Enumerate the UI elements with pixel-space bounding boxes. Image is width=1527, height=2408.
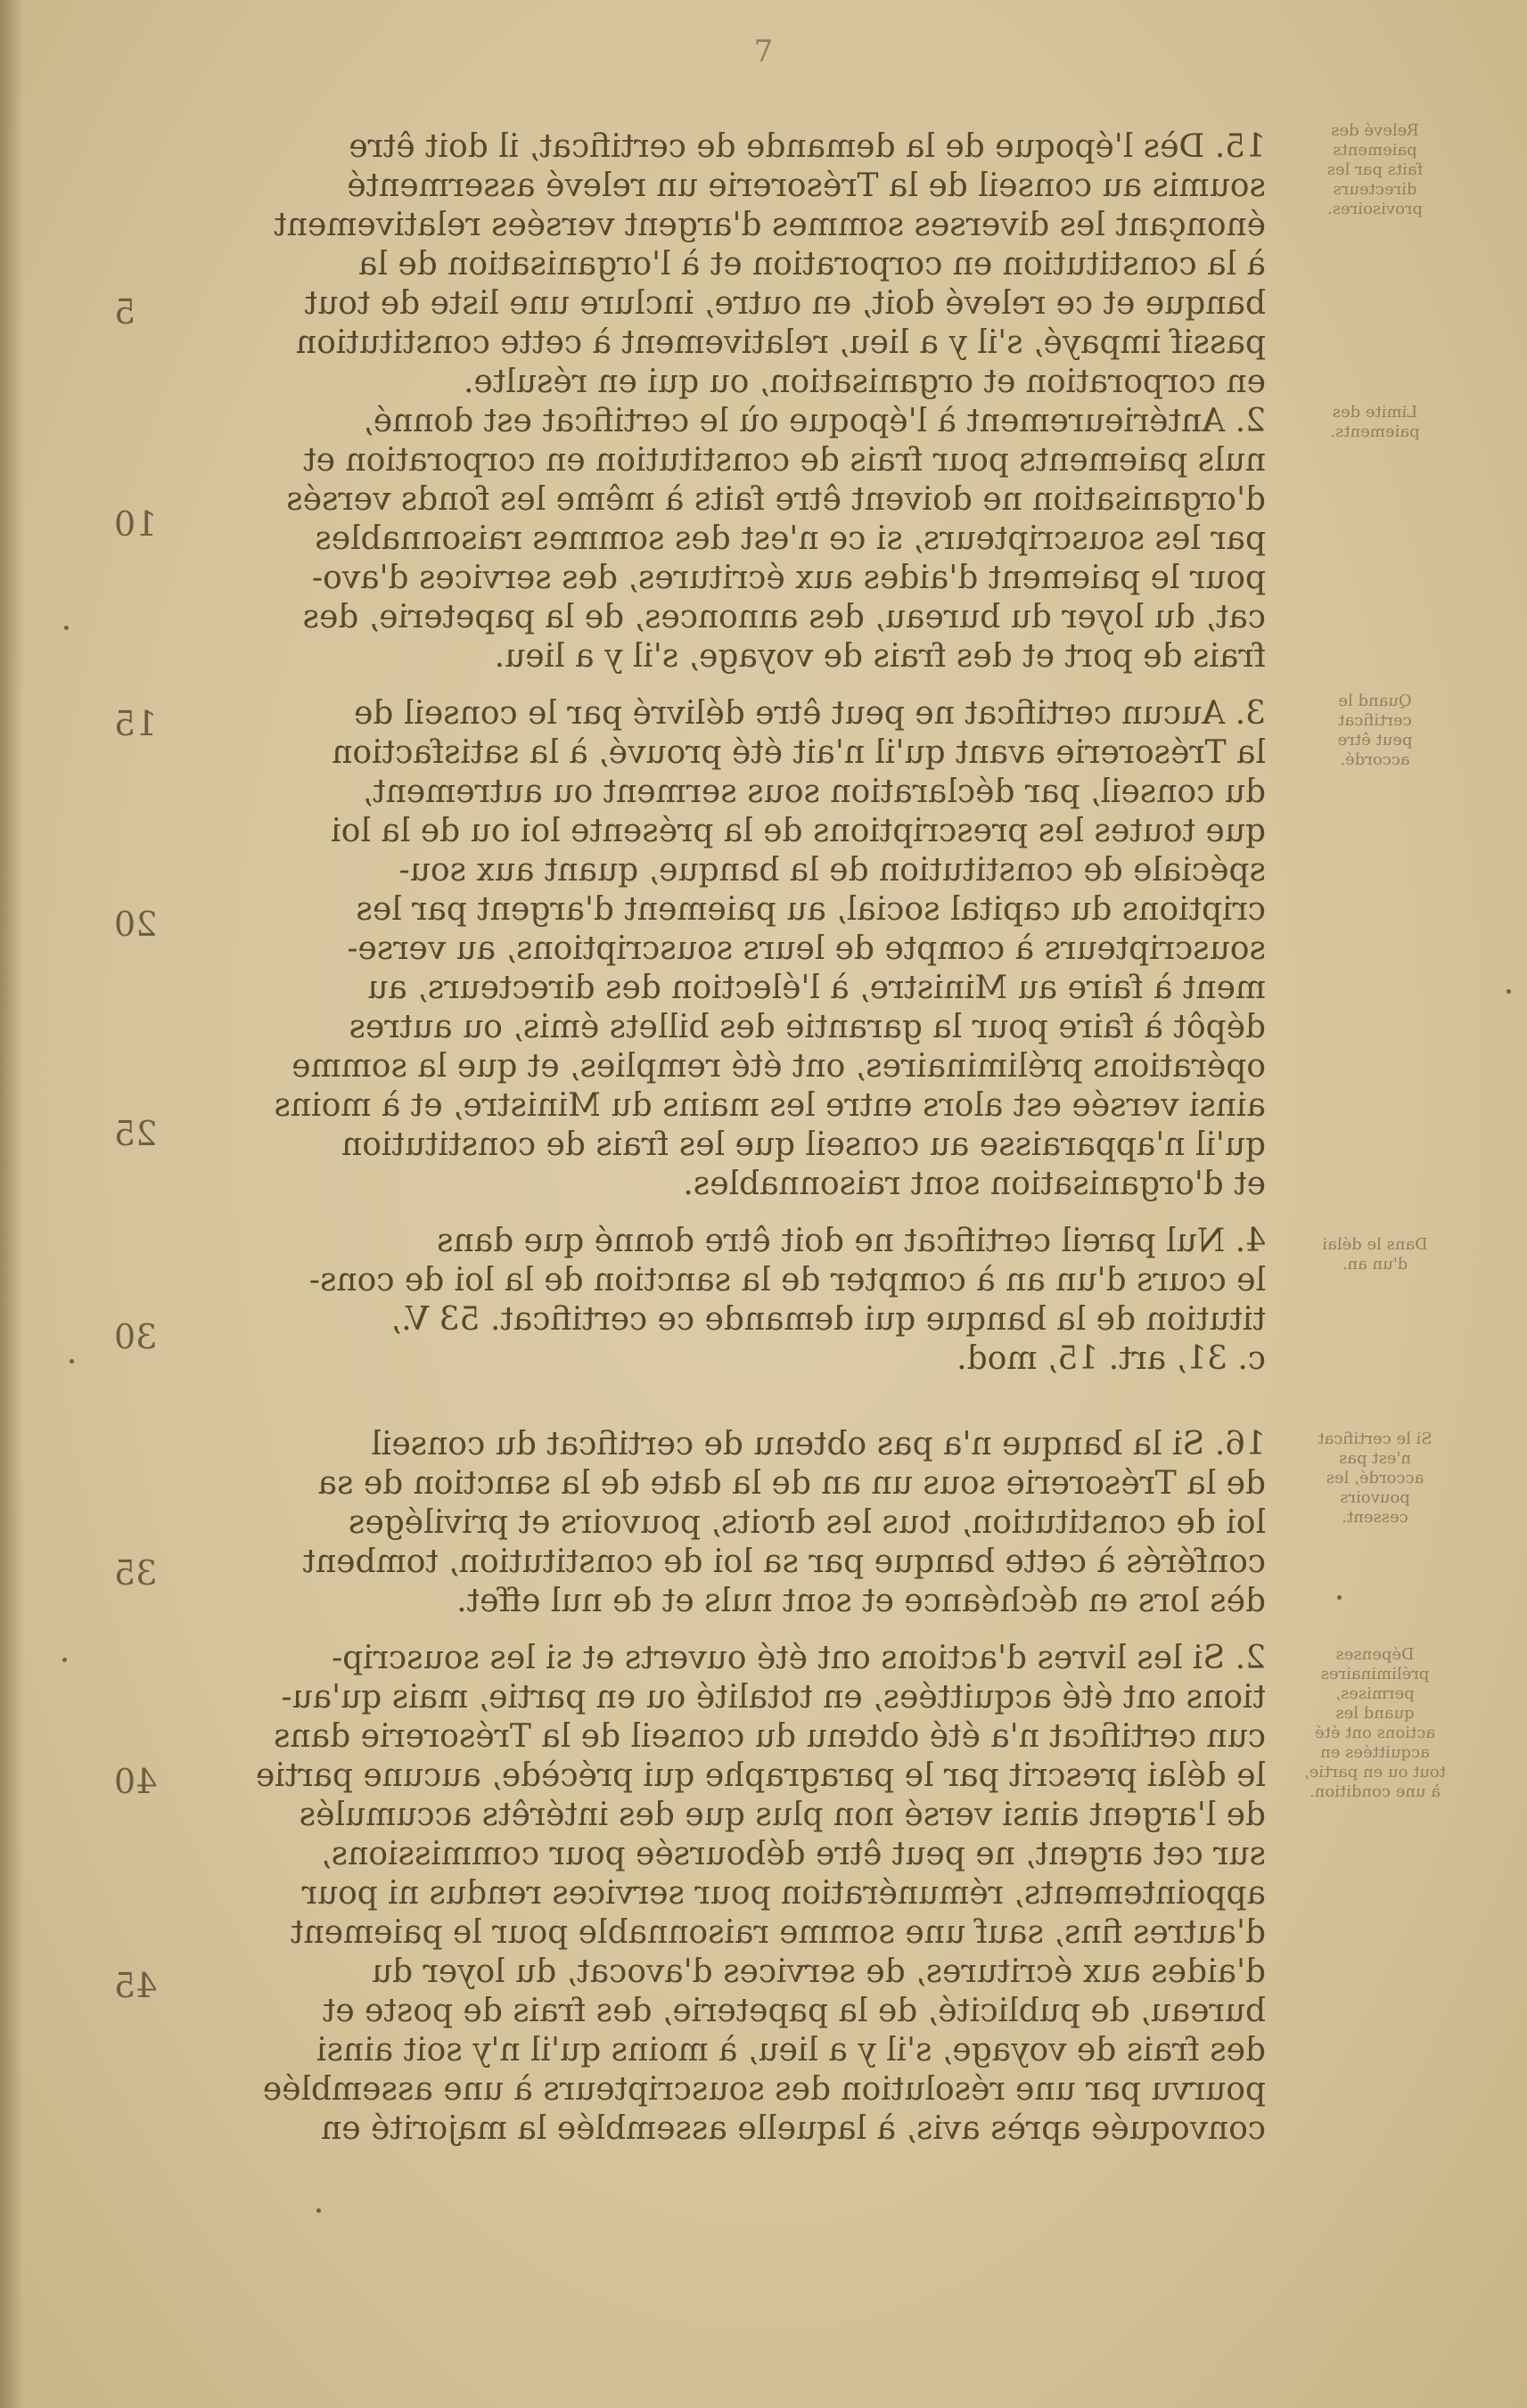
- text-line: frais de port et des frais de voyage, s'il y a lieu.: [494, 638, 1266, 675]
- line-number: 25: [114, 1114, 158, 1153]
- text-line: d'aides aux écritures, de services d'avocat, du loyer du: [371, 1953, 1266, 1990]
- text-line: qu'il n'apparaisse au conseil que les frais de constitution: [341, 1126, 1266, 1163]
- text-line: titution de la banque qui demande ce certificat. 53 V.,: [390, 1301, 1266, 1338]
- text-line: 2. Antérieurement à l'époque où le certificat est donné,: [363, 403, 1266, 439]
- text-line: opérations préliminaires, ont été remplies, et que la somme: [291, 1048, 1266, 1085]
- text-line: convoquée après avis, à laquelle assemblée la majorité en: [321, 2110, 1266, 2147]
- text-line: ainsi versée est alors entre les mains du Ministre, et à moins: [274, 1087, 1266, 1124]
- line-number: 45: [114, 1966, 158, 2005]
- margin-note: Dans le délai d'un an.: [1322, 1235, 1428, 1274]
- ink-speck: [1506, 989, 1511, 994]
- line-number: 40: [114, 1762, 158, 1801]
- text-line: pourvu par une résolution des souscripteurs à une assemblée: [262, 2071, 1266, 2108]
- text-line: à la constitution en corporation et à l'organisation de la: [357, 246, 1266, 283]
- text-line: d'organisation ne doivent être faits à même les fonds versés: [286, 481, 1266, 518]
- text-line: du conseil, par déclaration sous serment ou autrement,: [362, 774, 1266, 810]
- text-line: criptions du capital social, au paiement d'argent par les: [356, 891, 1266, 928]
- text-line: pour le paiement d'aides aux écritures, des services d'avo-: [311, 560, 1266, 596]
- text-line: cun certificat n'a été obtenu du conseil de la Trésorerie dans: [274, 1718, 1266, 1755]
- margin-note: Limite des paiements.: [1330, 403, 1420, 441]
- text-line: spéciale de constitution de la banque, quant aux sou-: [398, 852, 1266, 889]
- text-line: des frais de voyage, s'il y a lieu, à moins qu'il n'y soit ainsi: [316, 2032, 1266, 2068]
- text-line: sur cet argent, ne peut être déboursée pour commissions,: [321, 1836, 1266, 1872]
- text-line: le cours d'un an à compter de la sanction de la loi de cons-: [308, 1262, 1266, 1298]
- text-line: de l'argent ainsi versé non plus que des intérêts accumulés: [299, 1797, 1266, 1833]
- text-line: cat, du loyer du bureau, des annonces, de la papeterie, des: [302, 599, 1266, 635]
- text-line: en corporation et organisation, ou qui en résulte.: [464, 364, 1266, 400]
- text-line: la Trésorerie avant qu'il n'ait été prouvé, à la satisfaction: [332, 734, 1266, 771]
- text-line: c. 31, art. 15, mod.: [956, 1340, 1266, 1377]
- text-line: passif impayé, s'il y a lieu, relativement à cette constitution: [295, 324, 1266, 361]
- ink-speck: [1337, 1595, 1342, 1600]
- ink-speck: [64, 626, 69, 630]
- line-number: 5: [114, 292, 136, 332]
- page-number: 7: [753, 34, 774, 70]
- text-line: dépôt à faire pour la garantie des billets émis, ou autres: [349, 1009, 1266, 1045]
- text-line: 4. Nul pareil certificat ne doit être donné que dans: [437, 1223, 1266, 1259]
- text-line: souscripteurs à compte de leurs souscriptions, au verse-: [347, 930, 1266, 967]
- margin-note: Si le certificat n'est pas accordé, les pouvoirs cessent.: [1318, 1429, 1433, 1527]
- ink-speck: [316, 2208, 321, 2213]
- text-line: 3. Aucun certificat ne peut être délivré par le conseil de: [354, 695, 1266, 732]
- text-line: et d'organisation sont raisonnables.: [683, 1166, 1266, 1202]
- margin-note: Quand le certificat peut être accordé.: [1337, 692, 1413, 769]
- margin-note: Relevé des paiements faits par les directeurs provisoires.: [1326, 121, 1424, 218]
- text-line: nuls paiements pour frais de constitution en corporation et: [303, 442, 1266, 479]
- line-number: 15: [114, 704, 158, 743]
- text-line: conférés à cette banque par sa loi de constitution, tombent: [302, 1544, 1266, 1580]
- text-line: par les souscripteurs, si ce n'est des sommes raisonnables: [315, 520, 1266, 557]
- text-line: soumis au conseil de la Trésorerie un relevé assermenté: [347, 168, 1266, 204]
- text-line: le délai prescrit par le paragraphe qui précède, aucune partie: [255, 1757, 1266, 1794]
- text-line: de la Trésorerie sous un an de la date de la sanction de sa: [317, 1465, 1266, 1502]
- line-number: 35: [114, 1553, 158, 1593]
- text-line: appointements, rémunération pour services rendus ni pour: [301, 1875, 1266, 1912]
- text-line: banque et ce relevé doit, en outre, inclure une liste de tout: [304, 285, 1266, 322]
- ink-speck: [62, 1658, 67, 1662]
- text-line: 2. Si les livres d'actions ont été ouverts et si les souscrip-: [332, 1640, 1266, 1676]
- text-line: loi de constitution, tous les droits, pouvoirs et priviléges: [348, 1504, 1266, 1541]
- line-number: 10: [114, 504, 158, 544]
- text-line: 16. Si la banque n'a pas obtenu de certificat du conseil: [371, 1426, 1266, 1462]
- text-line: bureau, de publicité, de la papeterie, des frais de poste et: [322, 1993, 1266, 2029]
- margin-note: Dépenses préliminaires permises, quand les actions ont été acquittées en tout ou en partie, à une condition.: [1304, 1645, 1446, 1801]
- line-number: 20: [114, 905, 158, 944]
- ink-speck: [70, 1359, 74, 1364]
- text-line: énonçant les diverses sommes d'argent versées relativement: [274, 207, 1266, 243]
- text-line: tions ont été acquittées, en totalité ou en partie, mais qu'au-: [281, 1679, 1266, 1716]
- text-line: d'autres fins, sauf une somme raisonnable pour le paiement: [291, 1914, 1266, 1951]
- text-line: dès lors en déchéance et sont nuls et de nul effet.: [456, 1583, 1266, 1619]
- text-line: 15. Dès l'époque de la demande de certificat, il doit être: [349, 128, 1266, 165]
- text-line: ment à faire au Ministre, à l'élection des directeurs, au: [367, 970, 1266, 1006]
- text-line: que toutes les prescriptions de la présente loi ou de la loi: [331, 813, 1266, 849]
- line-number: 30: [114, 1317, 158, 1356]
